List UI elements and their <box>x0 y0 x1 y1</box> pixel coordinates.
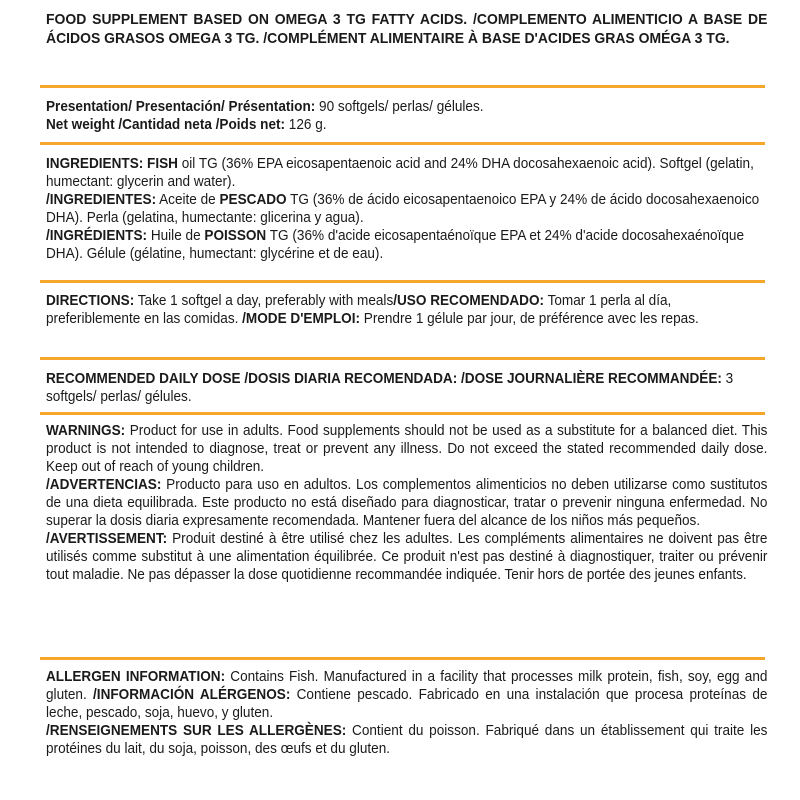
allergen-section <box>46 668 767 758</box>
warnings-es <box>46 476 767 530</box>
daily-dose-value: 3 softgels/ perlas/ gélules. <box>46 371 734 405</box>
warnings-fr-text: Produit destiné à être utilisé chez les adultes. Les compléments alimentaires ne doivent pas être utilisés comme substitut à une alimentation équilibrée. Ce produit n'est pas destiné à diagnostiquer, traiter ou prévenir tout maladie. Ne pas dépasser la dose quotidienne recommandée indiquée. Tenir hors de portée des jeunes enfants. <box>46 531 768 583</box>
daily-dose-label: RECOMMENDED DAILY DOSE /DOSIS DIARIA RECOMENDADA: /DOSE JOURNALIÈRE RECOMMANDÉE: <box>46 371 722 387</box>
net-weight-line <box>46 116 767 134</box>
warnings-en-text: Product for use in adults. Food supplements should not be used as a substitute for a balanced diet. This product is not intended to diagnose, treat or prevent any illness. Do not exceed the stated recommended daily dose. Keep out of reach of young children. <box>46 423 768 475</box>
directions-text <box>46 292 767 328</box>
directions-es-label: /USO RECOMENDADO: <box>393 293 545 309</box>
warnings-es-label: /ADVERTENCIAS: <box>46 477 162 493</box>
divider-3 <box>40 280 765 283</box>
divider-5 <box>40 412 765 415</box>
presentation-label: Presentation/ Presentación/ Présentation: <box>46 99 316 115</box>
net-weight-value: 126 g. <box>285 117 327 133</box>
directions-fr-label: /MODE D'EMPLOI: <box>242 311 360 327</box>
ingredients-en-text: oil TG (36% EPA eicosapentaenoic acid and 24% DHA docosahexaenoic acid). Softgel (gelatin, humectant: glycerin and water). <box>46 156 754 190</box>
ingredients-fr <box>46 227 767 263</box>
allergen-es-label: /INFORMACIÓN ALÉRGENOS: <box>93 687 291 703</box>
presentation-section <box>46 98 767 134</box>
presentation-value: 90 softgels/ perlas/ gélules. <box>315 99 484 115</box>
warnings-fr-label: /AVERTISSEMENT: <box>46 531 168 547</box>
directions-section <box>46 292 767 328</box>
warnings-es-text: Producto para uso en adultos. Los complementos alimenticios no deben utilizarse como sustitutos de una dieta equilibrada. Este producto no está diseñado para diagnosticar, tratar o prevenir ninguna enfermedad. No superar la dosis diaria expresamente recomendada. Mantener fuera del alcance de los niños más pequeños. <box>46 477 768 529</box>
warnings-en-label: WARNINGS: <box>46 423 126 439</box>
ingredients-section <box>46 155 767 263</box>
directions-en-text: Take 1 softgel a day, preferably with meals <box>134 293 394 309</box>
allergen-es-text: Contiene pescado. Fabricado en una instalación que procesa proteínas de leche, pescado, soja, huevo, y gluten. <box>46 687 768 721</box>
ingredients-es-text-b: TG (36% de ácido eicosapentaenoico EPA y 24% de ácido docosahexaenoico DHA). Perla (gelatina, humectante: glicerina y agua). <box>46 192 760 226</box>
ingredients-fr-text-b: TG (36% d'acide eicosapentaénoïque EPA et 24% d'acide docosahexaénoïque DHA). Gélule (gélatine, humectant: glycérine et de eau). <box>46 228 745 262</box>
ingredients-fr-text-a: Huile de <box>147 228 205 244</box>
presentation-line <box>46 98 767 116</box>
ingredients-es-text-a: Aceite de <box>156 192 220 208</box>
allergen-en-text: Contains Fish. Manufactured in a facility that processes milk protein, fish, soy, egg and gluten. <box>46 669 768 703</box>
directions-fr-text: Prendre 1 gélule par jour, de préférence avec les repas. <box>359 311 699 327</box>
ingredients-es-label: /INGREDIENTES: <box>46 192 157 208</box>
allergen-fr-text: Contient du poisson. Fabriqué dans un établissement qui traite les protéines du lait, du soja, poisson, des œufs et du gluten. <box>46 723 768 757</box>
directions-en-label: DIRECTIONS: <box>46 293 135 309</box>
ingredients-fr-label: /INGRÉDIENTS: <box>46 228 148 244</box>
directions-es-text: Tomar 1 perla al día, preferiblemente en las comidas. <box>46 293 672 327</box>
daily-dose-text <box>46 370 767 406</box>
ingredients-es-allergen: PESCADO <box>219 192 287 208</box>
warnings-en <box>46 422 767 476</box>
allergen-fr-label: /RENSEIGNEMENTS SUR LES ALLERGÈNES: <box>46 723 347 739</box>
divider-2 <box>40 142 765 145</box>
allergen-text <box>46 668 767 758</box>
daily-dose-section <box>46 370 767 406</box>
warnings-section <box>46 422 767 584</box>
net-weight-label: Net weight /Cantidad neta /Poids net: <box>46 117 286 133</box>
product-title: FOOD SUPPLEMENT BASED ON OMEGA 3 TG FATTY ACIDS. /COMPLEMENTO ALIMENTICIO A BASE DE ÁCIDOS GRASOS OMEGA 3 TG. /COMPLÉMENT ALIMENTAIRE À BASE D'ACIDES GRAS OMÉGA 3 TG. <box>46 11 768 47</box>
ingredients-en <box>46 155 767 191</box>
divider-6 <box>40 657 765 660</box>
ingredients-fr-allergen: POISSON <box>204 228 267 244</box>
supplement-label <box>40 0 768 800</box>
divider-4 <box>40 357 765 360</box>
ingredients-en-label: INGREDIENTS: FISH <box>46 156 178 172</box>
allergen-en-label: ALLERGEN INFORMATION: <box>46 669 226 685</box>
divider-1 <box>40 85 765 88</box>
ingredients-es <box>46 191 767 227</box>
warnings-fr <box>46 530 767 584</box>
